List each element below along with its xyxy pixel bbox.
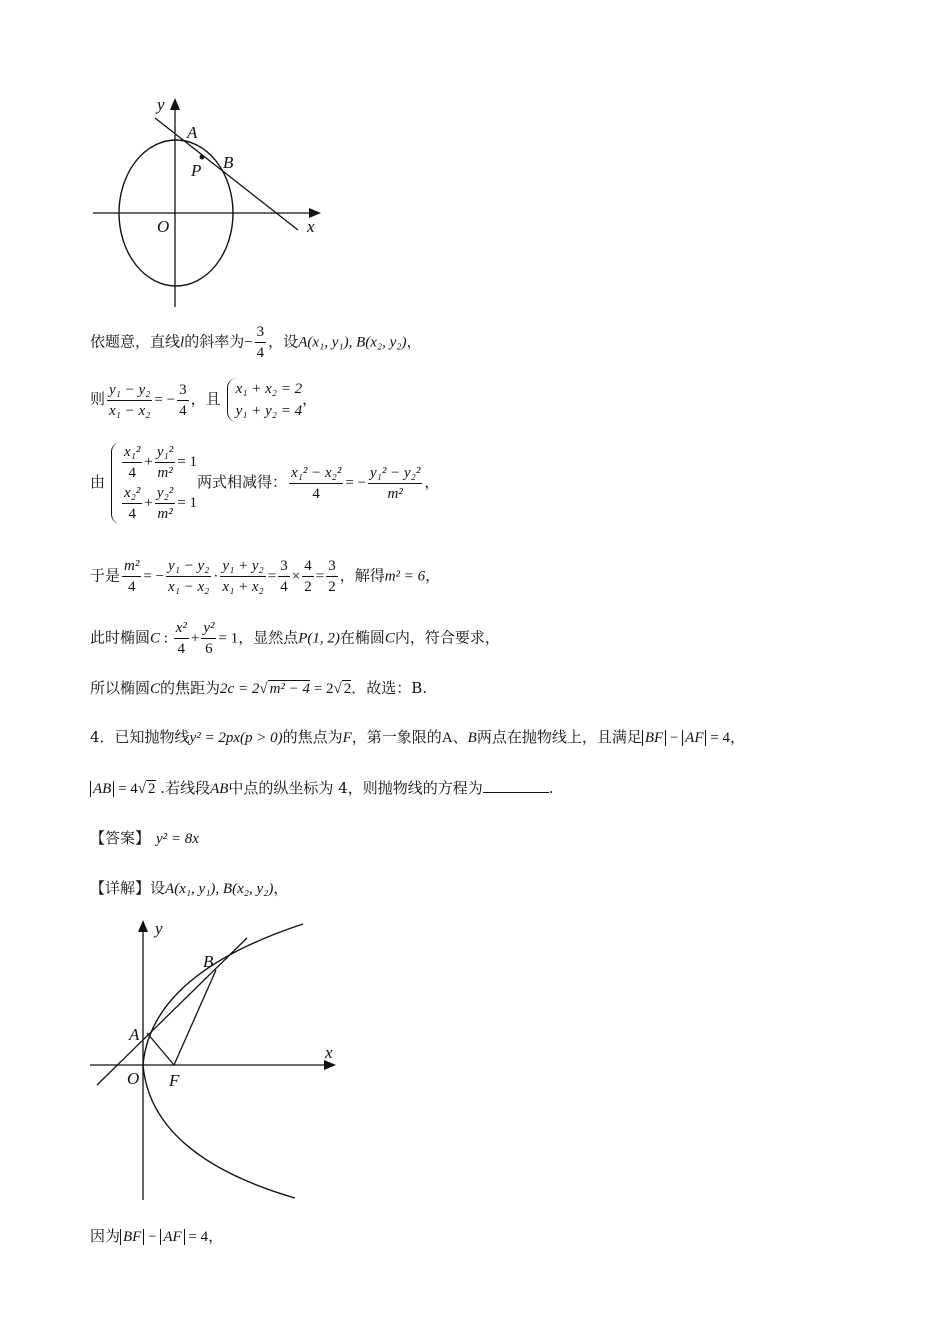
system-row bbox=[120, 483, 197, 524]
fraction bbox=[368, 463, 422, 504]
plus: + bbox=[144, 495, 153, 512]
denominator: 2 bbox=[304, 579, 312, 595]
point-expr: P(1, 2) bbox=[298, 630, 340, 647]
fraction bbox=[166, 556, 211, 597]
text: ，第一象限的 bbox=[351, 728, 442, 746]
denominator: m² bbox=[157, 506, 173, 523]
text: ， bbox=[729, 728, 745, 746]
points-expr: A(x₁, y₁), B(x₂, y₂) bbox=[298, 334, 407, 351]
numerator: y₁ − y₂ bbox=[107, 380, 152, 401]
text: 、 bbox=[452, 728, 468, 746]
answer-label: 【答案】 bbox=[90, 829, 151, 847]
text: 设 bbox=[150, 879, 166, 897]
numerator: m² bbox=[122, 556, 141, 577]
text: .若线段 bbox=[155, 779, 211, 797]
times: × bbox=[291, 568, 301, 585]
fraction bbox=[122, 556, 141, 597]
numerator: 4 bbox=[302, 556, 314, 577]
label-o: O bbox=[157, 217, 170, 236]
abs-expr: AF bbox=[682, 730, 706, 746]
result: m² = 6 bbox=[384, 568, 426, 585]
denominator: x₁ − x₂ bbox=[109, 402, 151, 419]
equals: = 4 bbox=[706, 730, 730, 746]
plus: + bbox=[144, 454, 153, 470]
abs-expr: BF bbox=[642, 730, 666, 746]
label-y: y bbox=[155, 919, 163, 938]
equals: = − bbox=[143, 568, 165, 585]
ellipse-name: C bbox=[150, 630, 161, 647]
fraction bbox=[174, 618, 189, 659]
text: 中点的纵坐标为 4，则抛物线的方程为 bbox=[228, 779, 483, 797]
equation-system bbox=[111, 442, 197, 524]
numerator: 3 bbox=[278, 556, 290, 577]
segment-name: AB bbox=[210, 781, 229, 797]
text: 在椭圆 bbox=[339, 628, 385, 647]
denominator: 4 bbox=[127, 579, 136, 595]
text: 则 bbox=[90, 390, 106, 408]
text: . bbox=[548, 779, 554, 797]
fraction bbox=[201, 618, 216, 659]
text: 两点在抛物线上，且满足 bbox=[476, 728, 642, 746]
text: 于是 bbox=[90, 566, 121, 585]
ellipse-name: C bbox=[150, 681, 161, 697]
y-axis-arrow bbox=[138, 920, 148, 932]
equals: = 4 bbox=[114, 781, 138, 797]
text: ， bbox=[424, 473, 440, 492]
system-row: y₁ + y₂ = 4 bbox=[235, 403, 303, 419]
denominator: m² bbox=[387, 485, 403, 502]
y-axis-arrow bbox=[170, 98, 180, 110]
label-o: O bbox=[127, 1069, 140, 1088]
expr: = 2 bbox=[310, 681, 334, 697]
fraction bbox=[278, 556, 290, 597]
fraction bbox=[220, 556, 265, 597]
fraction bbox=[155, 442, 175, 483]
numerator: 3 bbox=[255, 322, 267, 343]
text: ， bbox=[302, 390, 318, 408]
text: 此时椭圆 bbox=[90, 628, 151, 647]
numerator: y₁² bbox=[155, 442, 175, 463]
condition: (p > 0) bbox=[239, 730, 283, 746]
radical: √ m² − 4 bbox=[259, 681, 311, 697]
numerator: x₁² bbox=[122, 442, 142, 463]
denominator: 6 bbox=[205, 641, 213, 657]
text: ．故选：B. bbox=[351, 679, 428, 697]
label-b: B bbox=[223, 153, 234, 172]
radicand: 2 bbox=[343, 681, 352, 697]
text: 内，符合要求， bbox=[394, 628, 500, 647]
numerator: x₂² bbox=[122, 483, 142, 504]
solution-line-1 bbox=[90, 322, 422, 363]
text: ，显然点 bbox=[238, 628, 299, 647]
question-4-line-2 bbox=[90, 777, 554, 800]
label-a: A bbox=[187, 123, 198, 142]
denominator: 4 bbox=[179, 402, 187, 419]
denominator: 4 bbox=[312, 485, 320, 502]
fraction bbox=[302, 556, 314, 597]
parabola-eq: y² = 2px bbox=[189, 730, 240, 746]
fraction bbox=[177, 380, 189, 421]
denominator: 4 bbox=[128, 465, 136, 482]
dot: · bbox=[213, 568, 219, 585]
text: 由 bbox=[90, 473, 106, 492]
numerator: y₁ − y₂ bbox=[166, 556, 211, 577]
radicand: 2 bbox=[148, 781, 156, 797]
label-x: x bbox=[307, 217, 315, 236]
text: 两式相减得： bbox=[196, 473, 287, 492]
label-y: y bbox=[157, 95, 165, 114]
text: ， bbox=[406, 332, 422, 351]
fraction bbox=[326, 556, 338, 597]
solution-line-2 bbox=[90, 378, 317, 422]
line-name: l bbox=[180, 334, 185, 351]
abs-expr: AB bbox=[90, 781, 114, 797]
fraction bbox=[122, 483, 142, 524]
minus-sign: − bbox=[244, 334, 253, 351]
denominator: 2 bbox=[328, 579, 336, 595]
points-expr: A(x₁, y₁), B(x₂, y₂) bbox=[165, 881, 274, 897]
answer-blank bbox=[483, 778, 549, 793]
text: ，且 bbox=[190, 390, 221, 408]
parabola-curve bbox=[143, 924, 303, 1198]
question-4-line-1 bbox=[90, 726, 745, 749]
text: 的焦点为 bbox=[282, 728, 343, 746]
slope-fraction bbox=[255, 322, 267, 363]
label-a: A bbox=[129, 1025, 140, 1044]
numerator: 3 bbox=[177, 380, 189, 401]
label-b: B bbox=[203, 952, 214, 971]
text: ，解得 bbox=[339, 566, 385, 585]
label-f: F bbox=[169, 1071, 180, 1090]
fraction bbox=[122, 442, 142, 483]
point-p bbox=[200, 155, 205, 160]
minus: − bbox=[666, 730, 683, 746]
fraction bbox=[289, 463, 343, 504]
numerator: y² bbox=[201, 618, 216, 639]
solution-line-4 bbox=[90, 556, 440, 597]
equals: = 1 bbox=[177, 495, 197, 512]
text: ，设 bbox=[268, 332, 299, 351]
segment-bf bbox=[174, 970, 216, 1065]
fraction bbox=[155, 483, 175, 524]
text: 因为 bbox=[90, 1227, 121, 1245]
denominator: 4 bbox=[256, 345, 265, 361]
equals: = − bbox=[154, 392, 176, 408]
solution-line-6 bbox=[90, 677, 427, 700]
abs-expr: AF bbox=[160, 1229, 184, 1245]
denominator: m² bbox=[157, 465, 173, 482]
fraction bbox=[107, 380, 152, 421]
equals: = 1 bbox=[218, 630, 239, 647]
label-x: x bbox=[325, 1043, 333, 1062]
text: ， bbox=[425, 566, 441, 585]
numerator: 3 bbox=[326, 556, 338, 577]
solution-line-5 bbox=[90, 618, 500, 659]
numerator: x² bbox=[174, 618, 189, 639]
equals: = bbox=[315, 568, 325, 585]
plus: + bbox=[190, 630, 200, 647]
label-p: P bbox=[191, 161, 202, 180]
ellipse-figure bbox=[85, 92, 335, 312]
text: ， bbox=[208, 1227, 224, 1245]
system-row bbox=[120, 442, 197, 483]
radical: √ 2 bbox=[333, 681, 352, 697]
radical: √ 2 bbox=[137, 781, 156, 797]
equation-system bbox=[227, 378, 303, 422]
text: ， bbox=[273, 879, 289, 897]
detail-line bbox=[90, 877, 288, 900]
solution-line-3 bbox=[90, 442, 439, 524]
expr: 2c = 2 bbox=[220, 681, 260, 697]
answer-value: y² = 8x bbox=[156, 831, 199, 847]
numerator: x₁² − x₂² bbox=[289, 463, 343, 484]
colon: : bbox=[160, 630, 172, 647]
denominator: x₁ − x₂ bbox=[168, 579, 210, 595]
text: 的斜率为 bbox=[184, 332, 245, 351]
point-name: A bbox=[441, 730, 453, 746]
equals: = 1 bbox=[177, 454, 197, 470]
text: 依题意，直线 bbox=[90, 332, 181, 351]
radicand: m² − 4 bbox=[269, 681, 311, 697]
solution-line-last bbox=[90, 1225, 223, 1248]
point-name: B bbox=[467, 730, 477, 746]
numerator: y₂² bbox=[155, 483, 175, 504]
parabola-figure bbox=[85, 912, 345, 1207]
denominator: x₁ + x₂ bbox=[222, 579, 264, 595]
text: 4．已知抛物线 bbox=[90, 728, 190, 746]
answer-line bbox=[90, 827, 199, 850]
text: 所以椭圆 bbox=[90, 679, 151, 697]
minus: − bbox=[144, 1229, 161, 1245]
equals: = 4 bbox=[184, 1229, 209, 1245]
ellipse-name: C bbox=[384, 630, 395, 647]
segment-af bbox=[147, 1033, 174, 1065]
denominator: 4 bbox=[280, 579, 288, 595]
focus-name: F bbox=[342, 730, 352, 746]
denominator: 4 bbox=[128, 506, 136, 523]
detail-label: 【详解】 bbox=[90, 879, 151, 897]
numerator: y₁² − y₂² bbox=[368, 463, 422, 484]
numerator: y₁ + y₂ bbox=[220, 556, 265, 577]
equals: = bbox=[267, 568, 277, 585]
equals: = − bbox=[345, 475, 367, 492]
system-row: x₁ + x₂ = 2 bbox=[235, 381, 303, 397]
abs-expr: BF bbox=[120, 1229, 144, 1245]
text: 的焦距为 bbox=[160, 679, 221, 697]
denominator: 4 bbox=[177, 641, 186, 657]
